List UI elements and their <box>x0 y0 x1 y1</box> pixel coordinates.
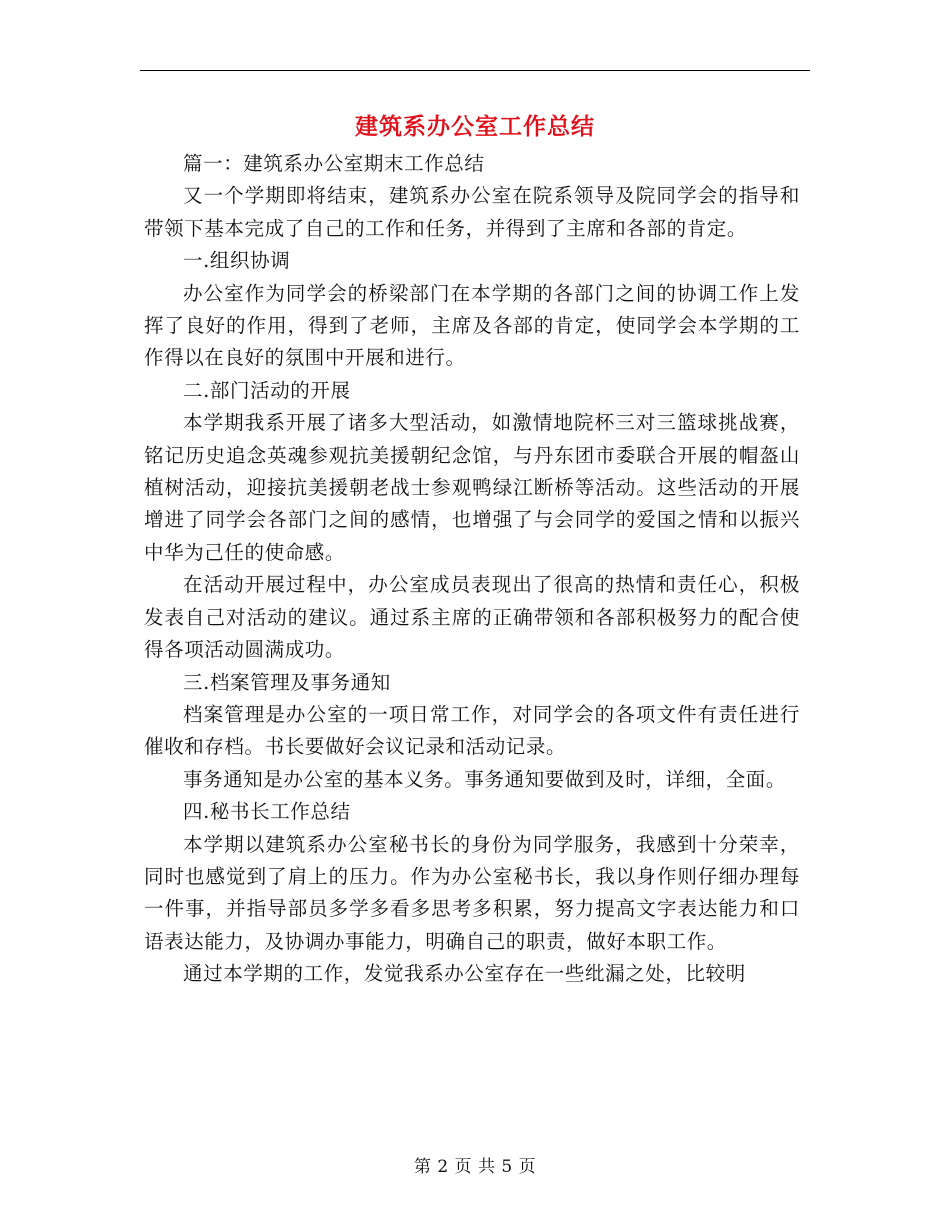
page-number: 第 2 页 共 5 页 <box>413 1157 537 1177</box>
paragraph-archives: 档案管理是办公室的一项日常工作，对同学会的各项文件有责任进行催收和存档。书长要做好会议记录和活动记录。 <box>144 702 800 759</box>
document-body <box>144 148 800 991</box>
header-rule <box>140 70 810 71</box>
paragraph-notices: 事务通知是办公室的基本义务。事务通知要做到及时，详细，全面。 <box>183 767 787 791</box>
section-heading-secretary: 四.秘书长工作总结 <box>183 800 351 824</box>
paragraph-secretary: 本学期以建筑系办公室秘书长的身份为同学服务，我感到十分荣幸，同时也感觉到了肩上的压力。作为办公室秘书长，我以身作则仔细办理每一件事，并指导部员多学多看多思考多积累，努力提高文字表达能力和口语表达能力，及协调办事能力，明确自己的职责，做好本职工作。 <box>144 832 800 953</box>
paragraph-heading-part1: 篇一：建筑系办公室期末工作总结 <box>183 152 485 175</box>
section-heading-archives: 三.档案管理及事务通知 <box>183 670 391 694</box>
paragraph-coordination: 办公室作为同学会的桥梁部门在本学期的各部门之间的协调工作上发挥了良好的作用，得到了老师，主席及各部的肯定，使同学会本学期的工作得以在良好的氛围中开展和进行。 <box>144 281 800 370</box>
section-heading-coordination: 一.组织协调 <box>183 249 291 273</box>
paragraph-intro: 又一个学期即将结束，建筑系办公室在院系领导及院同学会的指导和带领下基本完成了自己的工作和任务，并得到了主席和各部的肯定。 <box>144 184 800 240</box>
document-title: 建筑系办公室工作总结 <box>355 113 595 140</box>
section-heading-activities: 二.部门活动的开展 <box>183 378 351 402</box>
paragraph-activities-process: 在活动开展过程中，办公室成员表现出了很高的热情和责任心，积极发表自己对活动的建议。通过系主席的正确带领和各部积极努力的配合使得各项活动圆满成功。 <box>144 573 800 662</box>
paragraph-activities: 本学期我系开展了诸多大型活动，如激情地院杯三对三篮球挑战赛，铭记历史追念英魂参观抗美援朝纪念馆，与丹东团市委联合开展的帽盔山植树活动，迎接抗美援朝老战士参观鸭绿江断桥等活动。这些活动的开展增进了同学会各部门之间的感情，也增强了与会同学的爱国之情和以振兴中华为己任的使命感。 <box>144 411 800 564</box>
paragraph-conclusion: 通过本学期的工作，发觉我系办公室存在一些纰漏之处，比较明 <box>183 962 746 986</box>
